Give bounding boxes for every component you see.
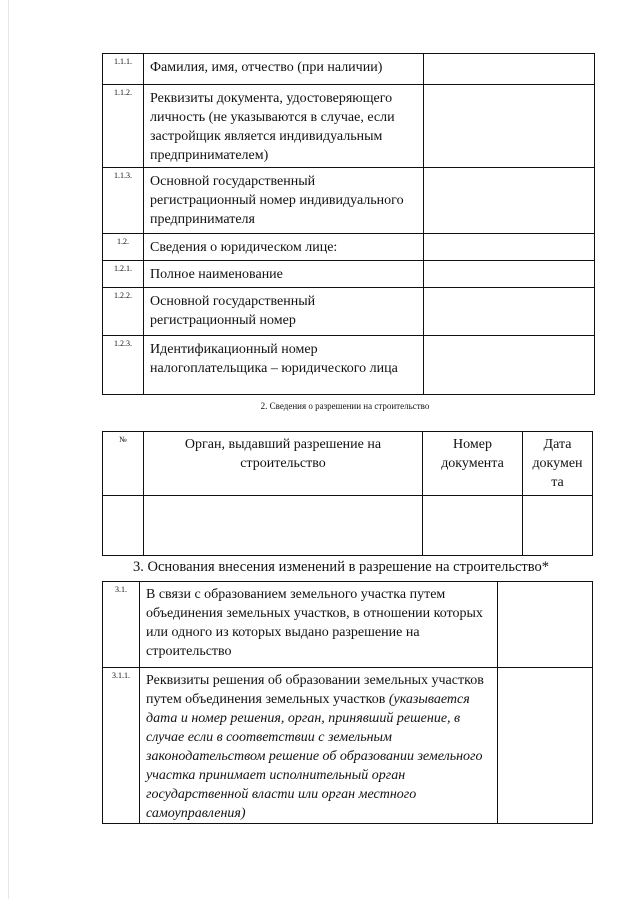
row-label: Сведения о юридическом лице: bbox=[144, 234, 424, 261]
row-label: Полное наименование bbox=[144, 261, 424, 288]
table-row bbox=[103, 261, 595, 288]
section-2-title: 2. Сведения о разрешении на строительство bbox=[260, 401, 430, 411]
row-label: Реквизиты решения об образовании земельных участков путем объединения земельных участков bbox=[146, 673, 484, 707]
table-row bbox=[103, 85, 595, 168]
table-row bbox=[103, 288, 595, 336]
applicant-info-table bbox=[102, 53, 595, 395]
value-cell[interactable] bbox=[424, 261, 595, 288]
column-header-document-number: Номер документа bbox=[423, 432, 523, 496]
row-label-cell bbox=[140, 668, 498, 824]
value-cell[interactable] bbox=[498, 582, 593, 668]
cell-organ[interactable] bbox=[144, 496, 423, 556]
row-number: 1.2.1. bbox=[103, 261, 144, 288]
change-grounds-table bbox=[102, 581, 593, 824]
value-cell[interactable] bbox=[424, 336, 595, 395]
row-label-note: (указывается дата и номер решения, орган, принявший решение, в случае если в соответствии с земельным законодательством решение об образовании земельного участка принимает исполнительный орган государственной власти или орган местного самоуправления) bbox=[146, 692, 483, 821]
value-cell[interactable] bbox=[424, 234, 595, 261]
column-header-organ: Орган, выдавший разрешение на строительство bbox=[144, 432, 423, 496]
row-number: 3.1.1. bbox=[103, 668, 140, 824]
row-label: В связи с образованием земельного участка путем объединения земельных участков, в отношении которых или одного из которых выдано разрешение на строительство bbox=[140, 582, 498, 668]
row-number: 1.2.2. bbox=[103, 288, 144, 336]
row-number: 1.2.3. bbox=[103, 336, 144, 395]
value-cell[interactable] bbox=[424, 168, 595, 234]
column-header-document-date: Дата докумен та bbox=[523, 432, 593, 496]
column-header-number: № bbox=[103, 432, 144, 496]
cell-number[interactable] bbox=[103, 496, 144, 556]
row-number: 1.1.3. bbox=[103, 168, 144, 234]
row-number: 1.2. bbox=[103, 234, 144, 261]
permit-info-table bbox=[102, 431, 593, 556]
row-label: Основной государственный регистрационный номер bbox=[144, 288, 424, 336]
table-row bbox=[103, 54, 595, 85]
value-cell[interactable] bbox=[498, 668, 593, 824]
value-cell[interactable] bbox=[424, 85, 595, 168]
cell-document-number[interactable] bbox=[423, 496, 523, 556]
table-row bbox=[103, 168, 595, 234]
row-label: Идентификационный номер налогоплательщика – юридического лица bbox=[144, 336, 424, 395]
table-row bbox=[103, 234, 595, 261]
section-3-title: 3. Основания внесения изменений в разрешение на строительство* bbox=[133, 559, 550, 575]
value-cell[interactable] bbox=[424, 54, 595, 85]
page-edge bbox=[8, 0, 9, 899]
table-header-row bbox=[103, 432, 593, 496]
row-number: 1.1.2. bbox=[103, 85, 144, 168]
row-label: Основной государственный регистрационный номер индивидуального предпринимателя bbox=[144, 168, 424, 234]
row-number: 1.1.1. bbox=[103, 54, 144, 85]
table-row bbox=[103, 496, 593, 556]
row-number: 3.1. bbox=[103, 582, 140, 668]
table-row bbox=[103, 336, 595, 395]
row-label: Реквизиты документа, удостоверяющего личность (не указываются в случае, если застройщик является индивидуальным предпринимателем) bbox=[144, 85, 424, 168]
table-row bbox=[103, 668, 593, 824]
value-cell[interactable] bbox=[424, 288, 595, 336]
cell-document-date[interactable] bbox=[523, 496, 593, 556]
table-row bbox=[103, 582, 593, 668]
row-label: Фамилия, имя, отчество (при наличии) bbox=[144, 54, 424, 85]
